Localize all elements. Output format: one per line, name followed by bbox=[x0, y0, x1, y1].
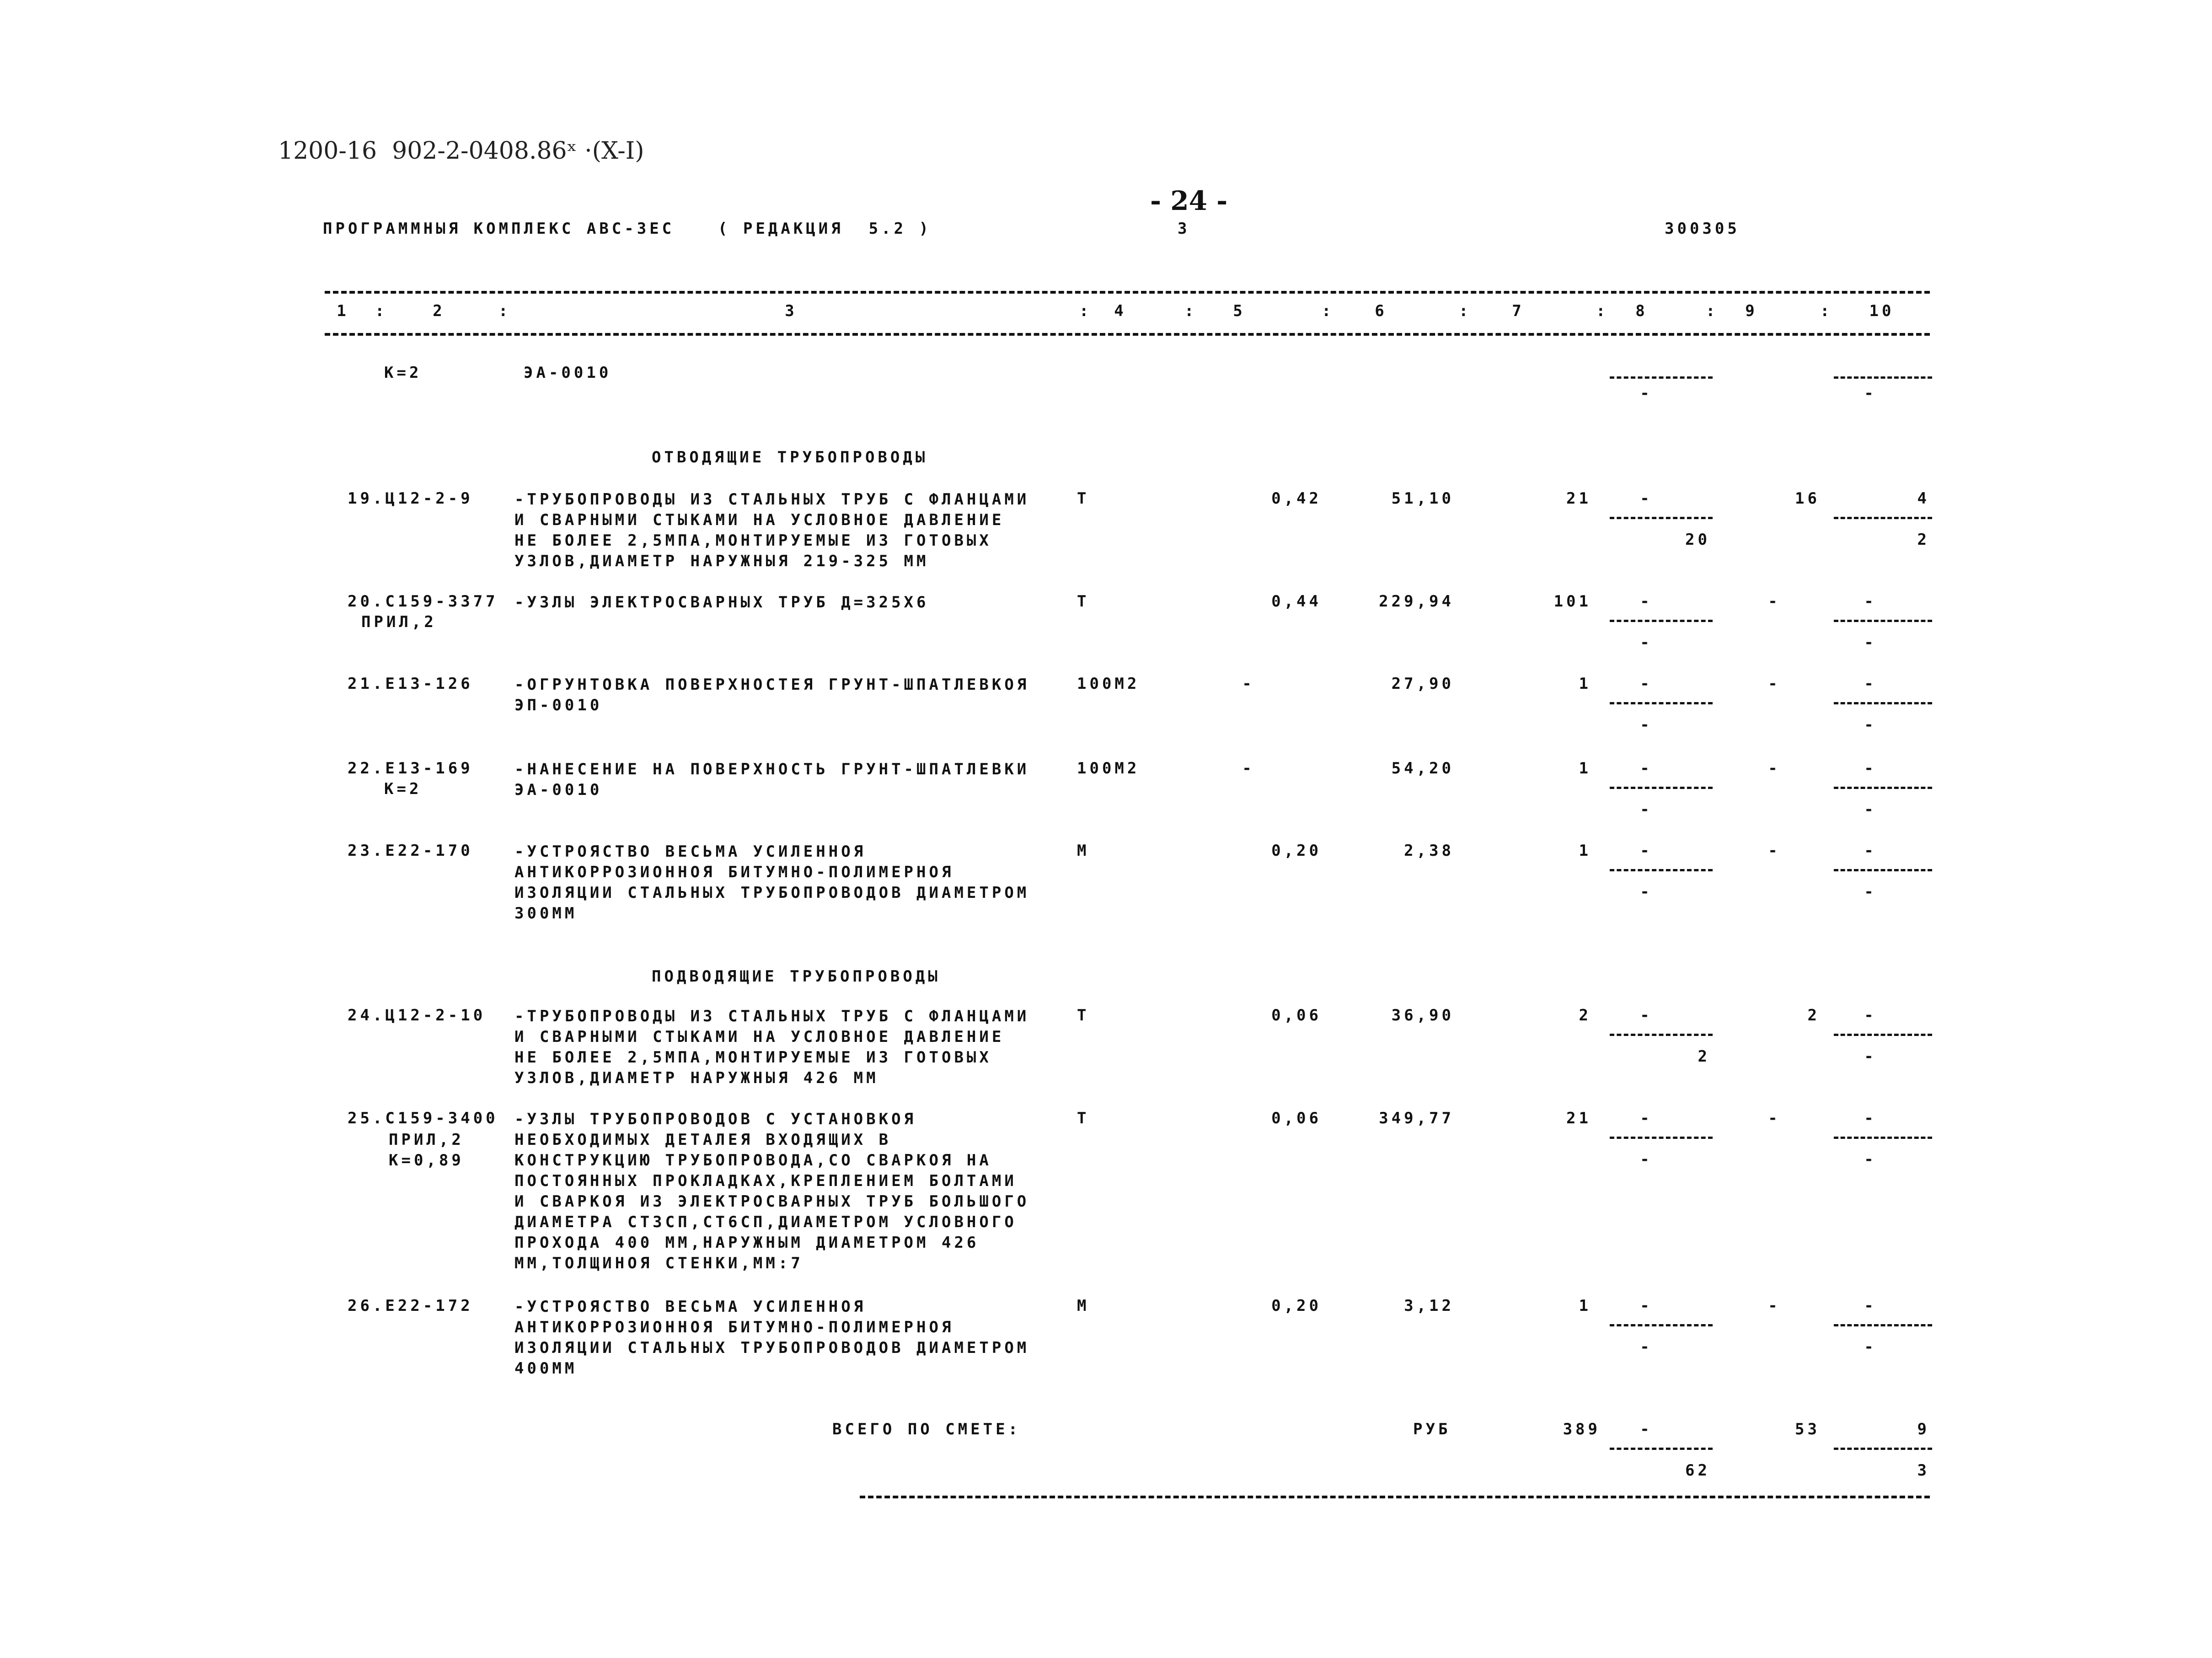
row-unit-price: 54,20 bbox=[1391, 759, 1454, 778]
fraction-rule bbox=[1610, 1034, 1713, 1036]
row-code-note: ПРИЛ,2 К=0,89 bbox=[389, 1131, 464, 1170]
row-unit-price: 51,10 bbox=[1391, 489, 1454, 508]
row-description: -ОГРУНТОВКА ПОВЕРХНОСТЕЯ ГРУНТ-ШПАТЛЕВКОЯ ЭП-0010 bbox=[514, 676, 1030, 714]
row-col10-bottom: - bbox=[1864, 1150, 1877, 1169]
pre-row-col8: - bbox=[1640, 384, 1653, 402]
col-header-9: 9 bbox=[1745, 302, 1758, 320]
total-bottom-rule bbox=[860, 1496, 1930, 1498]
row-col10-top: 4 bbox=[1917, 489, 1930, 508]
header-top-rule bbox=[325, 291, 1930, 294]
fraction-rule bbox=[1834, 787, 1932, 789]
row-description: -УЗЛЫ ЭЛЕКТРОСВАРНЫХ ТРУБ Д=325Х6 bbox=[514, 593, 929, 612]
row-col8-bottom: - bbox=[1640, 716, 1653, 734]
row-description: -ТРУБОПРОВОДЫ ИЗ СТАЛЬНЫХ ТРУБ С ФЛАНЦАМИ И СВАРНЫМИ СТЫКАМИ НА УСЛОВНОЕ ДАВЛЕНИЕ НЕ БОЛЕЕ 2,5МПА,МОНТИРУЕМЫЕ ИЗ ГОТОВЫХ УЗЛОВ,ДИАМЕТР НАРУЖНЫЯ 219-325 ММ bbox=[514, 490, 1030, 570]
row-col8-bottom: - bbox=[1640, 800, 1653, 819]
col-header-7: 7 bbox=[1512, 302, 1525, 320]
total-col7: 389 bbox=[1563, 1420, 1601, 1438]
row-col8-top: - bbox=[1640, 592, 1653, 611]
section-heading: ОТВОДЯЩИЕ ТРУБОПРОВОДЫ bbox=[652, 448, 928, 467]
row-unit-price: 349,77 bbox=[1379, 1109, 1454, 1127]
row-description: -УСТРОЯСТВО ВЕСЬМА УСИЛЕННОЯ АНТИКОРРОЗИОННОЯ БИТУМНО-ПОЛИМЕРНОЯ ИЗОЛЯЦИИ СТАЛЬНЫХ ТРУБОПРОВОДОВ ДИАМЕТРОМ 300ММ bbox=[514, 842, 1030, 923]
row-description: -УСТРОЯСТВО ВЕСЬМА УСИЛЕННОЯ АНТИКОРРОЗИОННОЯ БИТУМНО-ПОЛИМЕРНОЯ ИЗОЛЯЦИИ СТАЛЬНЫХ ТРУБОПРОВОДОВ ДИАМЕТРОМ 400ММ bbox=[514, 1298, 1030, 1378]
row-code: 25.С159-3400 bbox=[348, 1109, 498, 1127]
row-col10-bottom: 2 bbox=[1917, 531, 1930, 549]
row-total: 1 bbox=[1579, 675, 1591, 693]
row-total: 1 bbox=[1579, 1297, 1591, 1315]
total-label: ВСЕГО ПО СМЕТЕ: bbox=[832, 1420, 1021, 1438]
row-col8-bottom: - bbox=[1640, 883, 1653, 901]
row-col8-bottom: 2 bbox=[1698, 1047, 1710, 1066]
fraction-rule bbox=[1610, 1324, 1713, 1326]
row-code-note: К=2 bbox=[384, 780, 422, 798]
fraction-rule bbox=[1834, 1324, 1932, 1326]
program-revision: ( РЕДАКЦИЯ 5.2 ) bbox=[718, 220, 932, 238]
row-total: 1 bbox=[1579, 759, 1591, 778]
row-col10-bottom: - bbox=[1864, 633, 1877, 652]
row-col10-bottom: - bbox=[1864, 1047, 1877, 1066]
row-quantity: 0,06 bbox=[1271, 1006, 1322, 1025]
row-col9: 16 bbox=[1795, 489, 1820, 508]
row-unit-price: 27,90 bbox=[1391, 675, 1454, 693]
program-name: ПРОГРАММНЫЯ КОМПЛЕКС АВС-3ЕС bbox=[323, 220, 675, 238]
row-unit-price: 229,94 bbox=[1379, 592, 1454, 611]
fraction-rule bbox=[1834, 517, 1932, 519]
row-col10-bottom: - bbox=[1864, 800, 1877, 819]
col-header-3: 3 bbox=[785, 302, 798, 320]
col-header-1: 1 bbox=[337, 302, 349, 320]
fraction-rule bbox=[1610, 869, 1713, 871]
row-col8-top: - bbox=[1640, 1297, 1653, 1315]
row-col8-top: - bbox=[1640, 675, 1653, 693]
row-unit: Т bbox=[1077, 1109, 1090, 1127]
row-unit: М bbox=[1077, 1297, 1090, 1315]
row-col9: - bbox=[1768, 842, 1781, 860]
col-header-5: 5 bbox=[1233, 302, 1246, 320]
row-col8-top: - bbox=[1640, 489, 1653, 508]
col-header-2: 2 bbox=[433, 302, 445, 320]
row-quantity: 0,20 bbox=[1271, 1297, 1322, 1315]
row-quantity: 0,44 bbox=[1271, 592, 1322, 611]
fraction-rule bbox=[1610, 702, 1713, 704]
row-col10-top: - bbox=[1864, 1297, 1877, 1315]
row-col9: - bbox=[1768, 759, 1781, 778]
fraction-rule bbox=[1610, 1137, 1713, 1139]
row-code: 21.Е13-126 bbox=[348, 675, 473, 693]
col-separator: : bbox=[1706, 302, 1719, 320]
row-code: 23.Е22-170 bbox=[348, 842, 473, 860]
pre-row-material: ЭА-0010 bbox=[524, 364, 612, 382]
total-col8-top: - bbox=[1640, 1420, 1653, 1438]
row-description: -НАНЕСЕНИЕ НА ПОВЕРХНОСТЬ ГРУНТ-ШПАТЛЕВКИ ЭА-0010 bbox=[514, 760, 1030, 799]
row-unit-price: 3,12 bbox=[1404, 1297, 1454, 1315]
col-separator: : bbox=[1322, 302, 1334, 320]
col-separator: : bbox=[1079, 302, 1092, 320]
col-header-6: 6 bbox=[1375, 302, 1387, 320]
row-col8-bottom: - bbox=[1640, 633, 1653, 652]
col-separator: : bbox=[1184, 302, 1197, 320]
row-col8-top: - bbox=[1640, 842, 1653, 860]
row-total: 21 bbox=[1566, 489, 1591, 508]
col-separator: : bbox=[375, 302, 388, 320]
row-col10-top: - bbox=[1864, 842, 1877, 860]
row-unit: 100М2 bbox=[1077, 759, 1140, 778]
fraction-rule bbox=[1834, 1034, 1932, 1036]
row-quantity: - bbox=[1242, 759, 1255, 778]
row-col8-top: - bbox=[1640, 759, 1653, 778]
row-unit: 100М2 bbox=[1077, 675, 1140, 693]
page-number: - 24 - bbox=[1150, 185, 1228, 216]
row-total: 101 bbox=[1553, 592, 1591, 611]
row-unit: М bbox=[1077, 842, 1090, 860]
row-col8-top: - bbox=[1640, 1006, 1653, 1025]
row-code: 20.С159-3377 bbox=[348, 592, 498, 611]
row-code: 26.Е22-172 bbox=[348, 1297, 473, 1315]
row-code-note: ПРИЛ,2 bbox=[361, 613, 437, 631]
fraction-rule bbox=[1834, 1137, 1932, 1139]
header-bottom-rule bbox=[325, 333, 1930, 336]
sheet-number: 3 bbox=[1178, 220, 1190, 238]
pre-row-coefficient: К=2 bbox=[384, 364, 422, 382]
row-col9: 2 bbox=[1807, 1006, 1820, 1025]
row-description: -ТРУБОПРОВОДЫ ИЗ СТАЛЬНЫХ ТРУБ С ФЛАНЦАМИ И СВАРНЫМИ СТЫКАМИ НА УСЛОВНОЕ ДАВЛЕНИЕ НЕ БОЛЕЕ 2,5МПА,МОНТИРУЕМЫЕ ИЗ ГОТОВЫХ УЗЛОВ,ДИАМЕТР НАРУЖНЫЯ 426 ММ bbox=[514, 1007, 1030, 1087]
row-unit: Т bbox=[1077, 489, 1090, 508]
row-col8-bottom: 20 bbox=[1685, 531, 1710, 549]
row-total: 2 bbox=[1579, 1006, 1591, 1025]
row-col10-bottom: - bbox=[1864, 1338, 1877, 1356]
row-col10-top: - bbox=[1864, 675, 1877, 693]
row-col8-bottom: - bbox=[1640, 1338, 1653, 1356]
fraction-rule bbox=[1610, 620, 1713, 622]
fraction-rule bbox=[1834, 869, 1932, 871]
row-code: 24.Ц12-2-10 bbox=[348, 1006, 486, 1025]
total-col10-bottom: 3 bbox=[1917, 1461, 1930, 1480]
total-col9: 53 bbox=[1795, 1420, 1820, 1438]
fraction-rule bbox=[1610, 787, 1713, 789]
row-total: 1 bbox=[1579, 842, 1591, 860]
row-col9: - bbox=[1768, 1297, 1781, 1315]
total-col10-top: 9 bbox=[1917, 1420, 1930, 1438]
row-quantity: 0,06 bbox=[1271, 1109, 1322, 1127]
total-currency: РУБ bbox=[1413, 1420, 1451, 1438]
row-quantity: 0,42 bbox=[1271, 489, 1322, 508]
row-code: 19.Ц12-2-9 bbox=[348, 489, 473, 508]
section-heading: ПОДВОДЯЩИЕ ТРУБОПРОВОДЫ bbox=[652, 967, 941, 986]
row-unit: Т bbox=[1077, 1006, 1090, 1025]
fraction-rule bbox=[1610, 517, 1713, 519]
row-col10-bottom: - bbox=[1864, 883, 1877, 901]
row-col10-top: - bbox=[1864, 1109, 1877, 1127]
row-col9: - bbox=[1768, 1109, 1781, 1127]
row-col9: - bbox=[1768, 592, 1781, 611]
row-col9: - bbox=[1768, 675, 1781, 693]
fraction-rule bbox=[1610, 376, 1713, 379]
col-separator: : bbox=[1820, 302, 1833, 320]
fraction-rule bbox=[1834, 376, 1932, 379]
col-separator: : bbox=[1459, 302, 1472, 320]
fraction-rule bbox=[1610, 1448, 1713, 1450]
row-col8-bottom: - bbox=[1640, 1150, 1653, 1169]
row-col10-bottom: - bbox=[1864, 716, 1877, 734]
col-header-10: 10 bbox=[1869, 302, 1895, 320]
fraction-rule bbox=[1834, 620, 1932, 622]
col-header-8: 8 bbox=[1635, 302, 1648, 320]
row-unit-price: 36,90 bbox=[1391, 1006, 1454, 1025]
row-total: 21 bbox=[1566, 1109, 1591, 1127]
document-stamp: 1200-16 902-2-0408.86ˣ ·(X-I) bbox=[278, 137, 644, 165]
row-unit-price: 2,38 bbox=[1404, 842, 1454, 860]
row-quantity: - bbox=[1242, 675, 1255, 693]
row-quantity: 0,20 bbox=[1271, 842, 1322, 860]
fraction-rule bbox=[1834, 702, 1932, 704]
row-description: -УЗЛЫ ТРУБОПРОВОДОВ С УСТАНОВКОЯ НЕОБХОДИМЫХ ДЕТАЛЕЯ ВХОДЯЩИХ В КОНСТРУКЦИЮ ТРУБОПРОВОДА,СО СВАРКОЯ НА ПОСТОЯННЫХ ПРОКЛАДКАХ,КРЕПЛЕНИЕМ БОЛТАМИ И СВАРКОЯ ИЗ ЭЛЕКТРОСВАРНЫХ ТРУБ БОЛЬШОГО ДИАМЕТРА СТ3СП,СТ6СП,ДИАМЕТРОМ УСЛОВНОГО ПРОХОДА 400 ММ,НАРУЖНЫМ ДИАМЕТРОМ 426 ММ,ТОЛЩИНОЯ СТЕНКИ,ММ:7 bbox=[514, 1110, 1030, 1272]
col-separator: : bbox=[498, 302, 511, 320]
row-col10-top: - bbox=[1864, 592, 1877, 611]
col-header-4: 4 bbox=[1114, 302, 1127, 320]
pre-row-col10: - bbox=[1864, 384, 1877, 402]
row-unit: Т bbox=[1077, 592, 1090, 611]
total-col8-bottom: 62 bbox=[1685, 1461, 1710, 1480]
document-code: 300305 bbox=[1665, 220, 1740, 238]
fraction-rule bbox=[1834, 1448, 1932, 1450]
row-col8-top: - bbox=[1640, 1109, 1653, 1127]
row-col10-top: - bbox=[1864, 1006, 1877, 1025]
col-separator: : bbox=[1596, 302, 1609, 320]
row-code: 22.Е13-169 bbox=[348, 759, 473, 778]
row-col10-top: - bbox=[1864, 759, 1877, 778]
